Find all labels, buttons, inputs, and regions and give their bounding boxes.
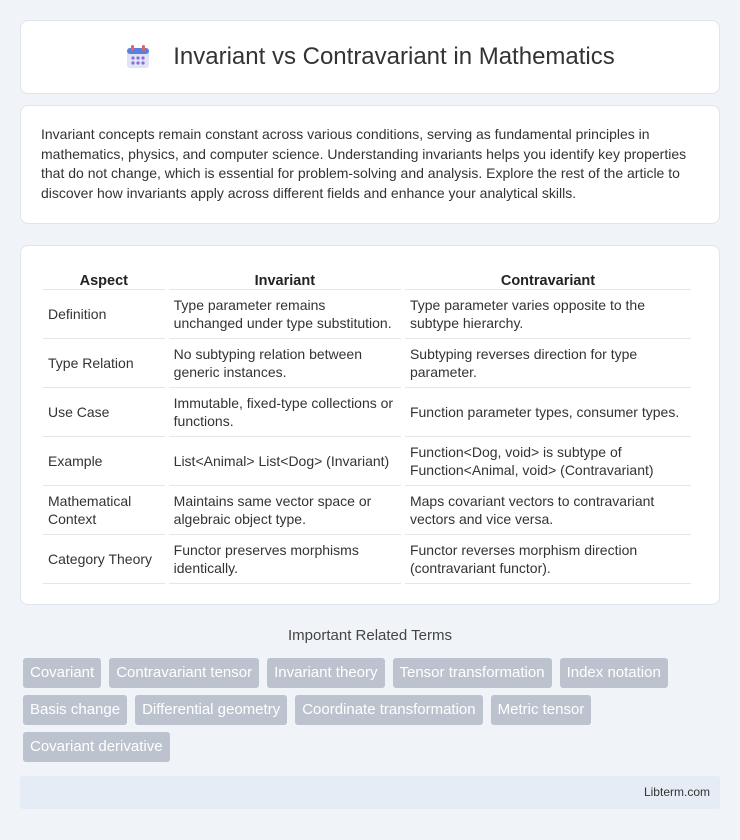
related-term-tag[interactable]: Covariant (23, 658, 101, 688)
page-title: Invariant vs Contravariant in Mathematics (173, 43, 615, 70)
table-row (43, 339, 691, 388)
intro-card (20, 105, 720, 224)
aspect-cell: Use Case (43, 388, 165, 437)
invariant-cell: Maintains same vector space or algebraic object type. (169, 486, 401, 535)
calendar-icon (125, 44, 151, 70)
comparison-table (39, 268, 695, 584)
invariant-cell: No subtyping relation between generic instances. (169, 339, 401, 388)
related-term-tag[interactable]: Index notation (560, 658, 668, 688)
invariant-cell: Type parameter remains unchanged under type substitution. (169, 290, 401, 339)
table-row (43, 388, 691, 437)
contravariant-cell: Subtyping reverses direction for type parameter. (405, 339, 691, 388)
table-row (43, 535, 691, 584)
header-contravariant: Contravariant (405, 268, 691, 290)
related-term-tag[interactable]: Coordinate transformation (295, 695, 482, 725)
footer-site-link[interactable]: Libterm.com (643, 785, 710, 799)
related-term-tag[interactable]: Contravariant tensor (109, 658, 259, 688)
related-term-tag[interactable]: Basis change (23, 695, 127, 725)
aspect-cell: Definition (43, 290, 165, 339)
related-term-tag[interactable]: Tensor transformation (393, 658, 552, 688)
aspect-cell: Category Theory (43, 535, 165, 584)
invariant-cell: Functor preserves morphisms identically. (169, 535, 401, 584)
header-invariant: Invariant (169, 268, 401, 290)
footer (20, 776, 720, 809)
related-term-tag[interactable]: Differential geometry (135, 695, 287, 725)
contravariant-cell: Functor reverses morphism direction (contravariant functor). (405, 535, 691, 584)
invariant-cell: Immutable, fixed-type collections or functions. (169, 388, 401, 437)
header-card (20, 20, 720, 94)
table-header-row (43, 268, 691, 290)
table-row (43, 486, 691, 535)
contravariant-cell: Function<Dog, void> is subtype of Function<Animal, void> (Contravariant) (405, 437, 691, 486)
aspect-cell: Type Relation (43, 339, 165, 388)
intro-text: Invariant concepts remain constant across various conditions, serving as fundamental principles in mathematics, physics, and computer science. Understanding invariants helps you identify key properties that do not change, which is essential for problem-solving and analysis. Explore the rest of the article to discover how invariants apply across different fields and enhance your analytical skills. (41, 126, 687, 201)
aspect-cell: Mathematical Context (43, 486, 165, 535)
contravariant-cell: Maps covariant vectors to contravariant vectors and vice versa. (405, 486, 691, 535)
table-row (43, 437, 691, 486)
contravariant-cell: Function parameter types, consumer types. (405, 388, 691, 437)
contravariant-cell: Type parameter varies opposite to the subtype hierarchy. (405, 290, 691, 339)
invariant-cell: List<Animal> List<Dog> (Invariant) (169, 437, 401, 486)
aspect-cell: Example (43, 437, 165, 486)
table-row (43, 290, 691, 339)
related-terms-title: Important Related Terms (288, 627, 452, 644)
comparison-card (20, 245, 720, 605)
related-terms-list (23, 658, 723, 762)
header-aspect: Aspect (43, 268, 165, 290)
related-term-tag[interactable]: Covariant derivative (23, 732, 170, 762)
related-term-tag[interactable]: Metric tensor (491, 695, 592, 725)
related-term-tag[interactable]: Invariant theory (267, 658, 384, 688)
